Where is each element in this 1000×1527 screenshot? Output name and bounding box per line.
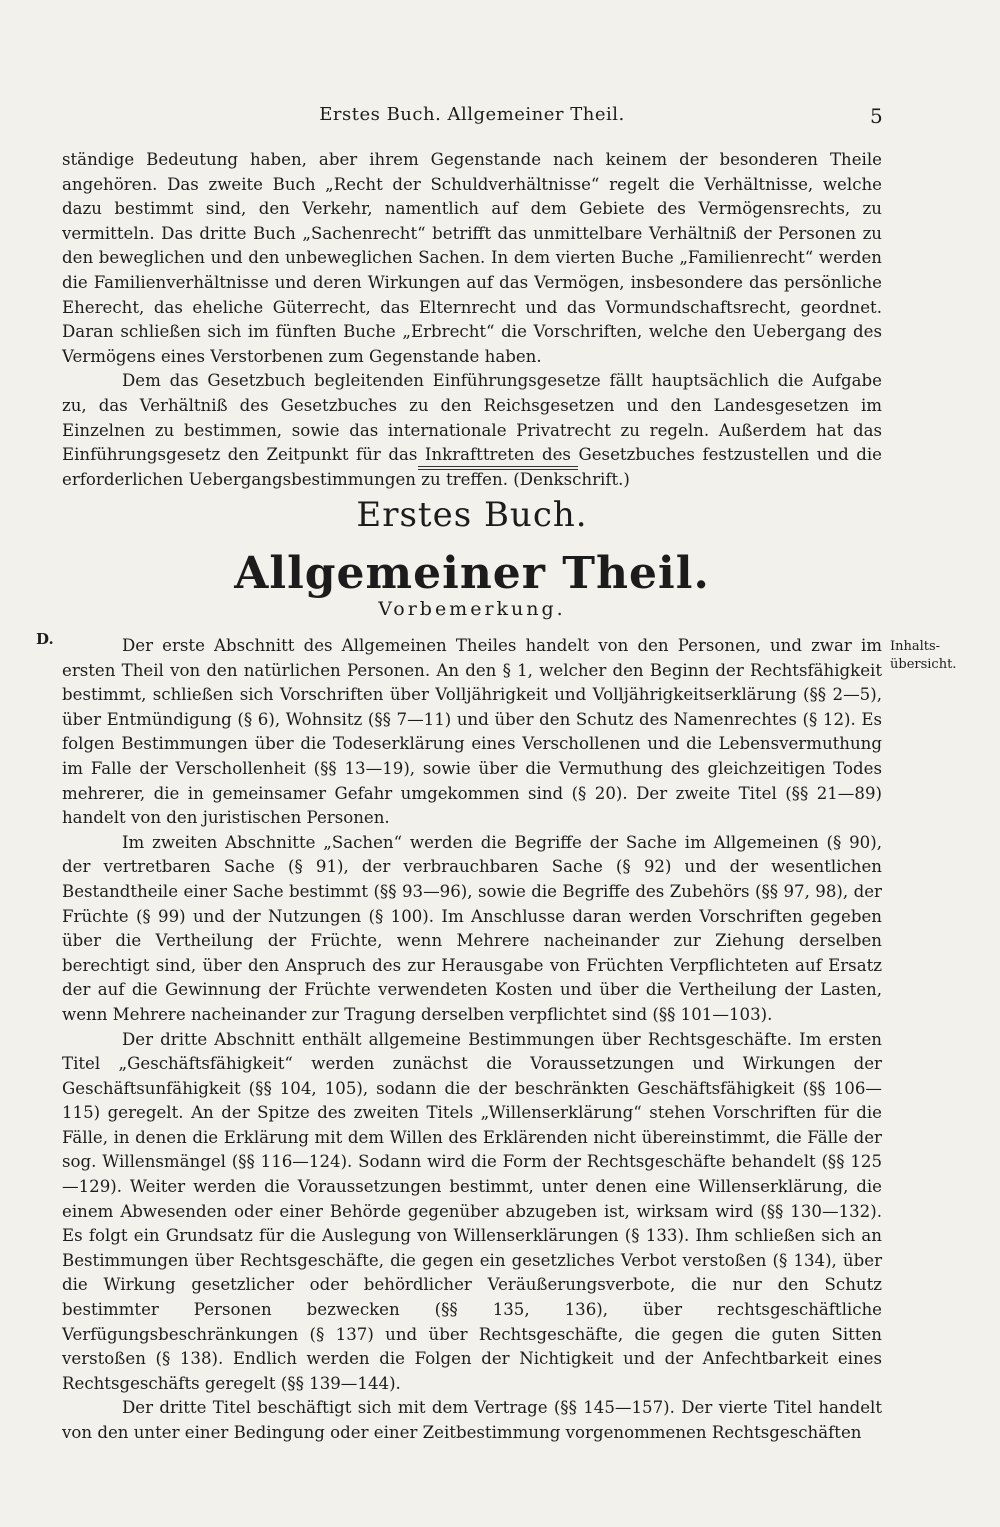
margin-letter: D. xyxy=(36,630,54,648)
intro-paragraph-1: ständige Bedeutung haben, aber ihrem Gegenstande nach keinem der besonderen Theile angehören. Das zweite Buch „Recht der Schuldverhältnisse“ regelt die Verhältnisse, welche dazu bestimmt sind, den Verkehr, namentlich auf dem Gebiete des Vermögensrechts, zu vermitteln. Das dritte Buch „Sachenrecht“ betrifft das unmittelbare Verhältniß der Personen zu den beweglichen und den unbeweglichen Sachen. In dem vierten Buche „Familienrecht“ werden die Familienverhältnisse und deren Wirkungen auf das Vermögen, insbesondere das persönliche Eherecht, das eheliche Güterrecht, das Elternrecht und das Vormundschaftsrecht, geordnet. Daran schließen sich im fünften Buche „Erbrecht“ die Vorschriften, welche den Uebergang des Vermögens eines Verstorbenen zum Gegenstande haben. xyxy=(62,150,882,366)
body-paragraph-4: Der dritte Titel beschäftigt sich mit dem Vertrage (§§ 145—157). Der vierte Titel handelt von den unter einer Bedingung oder einer Zeitbestimmung vorgenommenen Rechtsgeschäften xyxy=(62,1398,882,1442)
body-text xyxy=(62,634,882,1446)
body-paragraph-2: Im zweiten Abschnitte „Sachen“ werden die Begriffe der Sache im Allgemeinen (§ 90), der vertretbaren Sache (§ 91), der verbrauchbaren Sache (§ 92) und der wesentlichen Bestandtheile einer Sache bestimmt (§§ 93—96), sowie die Begriffe des Zubehörs (§§ 97, 98), der Früchte (§ 99) und der Nutzungen (§ 100). Im Anschlusse daran werden Vorschriften gegeben über die Vertheilung der Früchte, wenn Mehrere nacheinander zur Ziehung derselben berechtigt sind, über den Anspruch des zur Herausgabe von Früchten Verpflichteten auf Ersatz der auf die Gewinnung der Früchte verwendeten Kosten und über die Vertheilung der Lasten, wenn Mehrere nacheinander zur Tragung derselben verpflichtet sind (§§ 101—103). xyxy=(62,832,882,1024)
preface-title: Vorbemerkung. xyxy=(378,598,566,620)
part-title: Allgemeiner Theil. xyxy=(234,548,710,599)
section-divider xyxy=(418,466,578,470)
running-head: Erstes Buch. Allgemeiner Theil. xyxy=(319,104,625,125)
page-number: 5 xyxy=(870,104,883,128)
body-paragraph-3: Der dritte Abschnitt enthält allgemeine Bestimmungen über Rechtsgeschäfte. Im ersten Titel „Geschäftsfähigkeit“ werden zunächst die Voraussetzungen und Wirkungen der Geschäftsunfähigkeit (§§ 104, 105), sodann die der beschränkten Geschäftsfähigkeit (§§ 106—115) geregelt. An der Spitze des zweiten Titels „Willenserklärung“ stehen Vorschriften für die Fälle, in denen die Erklärung mit dem Willen des Erklärenden nicht übereinstimmt, die Fälle der sog. Willensmängel (§§ 116—124). Sodann wird die Form der Rechtsgeschäfte behandelt (§§ 125—129). Weiter werden die Voraussetzungen bestimmt, unter denen eine Willenserklärung, die einem Abwesenden oder einer Behörde gegenüber abzugeben ist, wirksam wird (§§ 130—132). Es folgt ein Grundsatz für die Auslegung von Willenserklärungen (§ 133). Ihm schließen sich an Bestimmungen über Rechtsgeschäfte, die gegen ein gesetzliches Verbot verstoßen (§ 134), über die Wirkung gesetzlicher oder behördlicher Veräußerungsverbote, die nur den Schutz bestimmter Personen bezwecken (§§ 135, 136), über rechtsgeschäftliche Verfügungsbeschränkungen (§ 137) und über Rechtsgeschäfte, die gegen die guten Sitten verstoßen (§ 138). Endlich werden die Folgen der Nichtigkeit und der Anfechtbarkeit eines Rechtsgeschäfts geregelt (§§ 139—144). xyxy=(62,1029,882,1393)
body-paragraph-1: Der erste Abschnitt des Allgemeinen Theiles handelt von den Personen, und zwar im ersten Theil von den natürlichen Personen. An den § 1, welcher den Beginn der Rechtsfähigkeit bestimmt, schließen sich Vorschriften über Volljährigkeit und Volljährigkeitserklärung (§§ 2—5), über Entmündigung (§ 6), Wohnsitz (§§ 7—11) und über den Schutz des Namenrechtes (§ 12). Es folgen Bestimmungen über die Todeserklärung eines Verschollenen und die Lebensvermuthung im Falle der Verschollenheit (§§ 13—19), sowie über die Vermuthung des gleichzeitigen Todes mehrerer, die in gemeinsamer Gefahr umgekommen sind (§ 20). Der zweite Titel (§§ 21—89) handelt von den juristischen Personen. xyxy=(62,636,882,828)
side-note: Inhalts-übersicht. xyxy=(890,639,957,672)
book-title: Erstes Buch. xyxy=(356,495,588,535)
intro-paragraph-2: Dem das Gesetzbuch begleitenden Einführungsgesetze fällt hauptsächlich die Aufgabe zu, das Verhältniß des Gesetzbuches zu den Reichsgesetzen und den Landesgesetzen im Einzelnen zu bestimmen, sowie das internationale Privatrecht zu regeln. Außerdem hat das Einführungsgesetz den Zeitpunkt für das Inkrafttreten des Gesetzbuches festzustellen und die erforderlichen Uebergangsbestimmungen zu treffen. (Denkschrift.) xyxy=(62,371,882,489)
intro-text xyxy=(62,148,882,492)
